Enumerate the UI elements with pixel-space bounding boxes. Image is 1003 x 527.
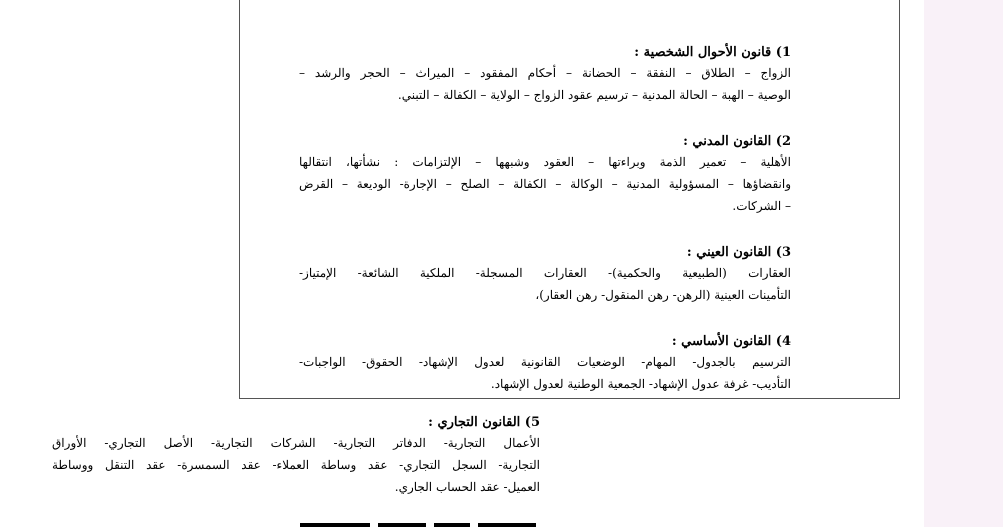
section-line: – الشركات.	[732, 199, 791, 213]
frame-border-left	[239, 0, 240, 398]
side-panel	[924, 0, 1003, 527]
section-heading: 1) قانون الأحوال الشخصية :	[634, 45, 791, 60]
section-line: التأمينات العينية (الرهن- رهن المنقول- رهن العقار)،	[535, 288, 791, 302]
section-heading: 5) القانون التجاري :	[428, 415, 540, 430]
section-heading: 3) القانون العيني :	[686, 245, 791, 260]
section-heading: 4) القانون الأساسي :	[671, 334, 791, 349]
section-line: الزواج – الطلاق – النفقة – الحضانة – أحكام المفقود – الميراث – الحجر والرشد –	[299, 66, 791, 80]
section-line: الأهلية – تعمير الذمة وبراءتها – العقود وشبهها – الإلتزامات : نشأتها، انتقالها	[299, 155, 791, 169]
section-line: العقارات (الطبيعية والحكمية)- العقارات المسجلة- الملكية الشائعة- الإمتياز-	[299, 266, 791, 280]
section-commercial-law	[52, 414, 540, 498]
cropped-text-fragment	[300, 519, 540, 527]
section-line: التجارية- السجل التجاري- عقد وساطة العملاء- عقد السمسرة- عقد التنقل ووساطة	[52, 458, 540, 472]
frame-border-right	[899, 0, 900, 398]
section-line: الأعمال التجارية- الدفاتر التجارية- الشركات التجارية- الأصل التجاري- الأوراق	[52, 436, 540, 450]
section-line: وانقضاؤها – المسؤولية المدنية – الوكالة – الكفالة – الصلح – الإجارة- الوديعة – القرض	[299, 177, 791, 191]
section-personal-status-law	[299, 44, 791, 106]
section-civil-law	[299, 133, 791, 217]
section-heading: 2) القانون المدني :	[683, 134, 791, 149]
section-real-law	[299, 244, 791, 306]
section-line: التأديب- غرفة عدول الإشهاد- الجمعية الوطنية لعدول الإشهاد.	[490, 377, 791, 391]
section-line: الوصية – الهبة – الحالة المدنية – ترسيم عقود الزواج – الولاية – الكفالة – التبني.	[397, 88, 791, 102]
section-line: الترسيم بالجدول- المهام- الوضعيات القانونية لعدول الإشهاد- الحقوق- الواجبات-	[299, 355, 791, 369]
section-line: العميل- عقد الحساب الجاري.	[394, 480, 540, 494]
section-basic-statute	[299, 333, 791, 395]
frame-border-bottom	[239, 398, 900, 399]
